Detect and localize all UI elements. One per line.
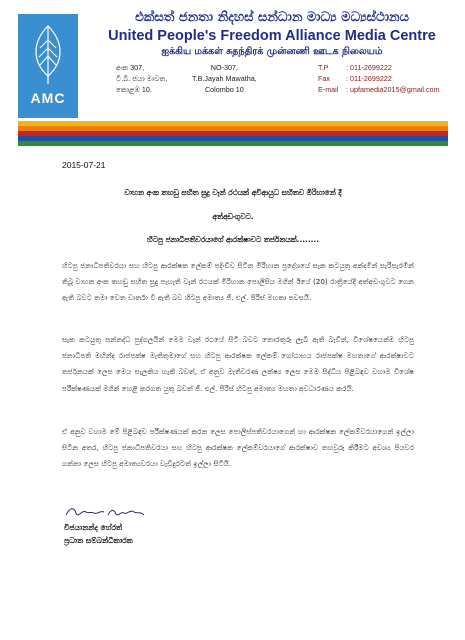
address-line: අංක 307,: [116, 63, 145, 72]
handwritten-signature: [64, 503, 154, 523]
address-line: කොළඹ 10.: [116, 85, 152, 94]
paragraph-1: හිටපු ජනාධිපතිවරයා සහ හිටපු ආරක්ෂක ලේකම් පදිංචිව සිටින මිරිහාන ප්‍රදේශයේ සැක කටයුතු අන්දමින් සැරිසැරමින් තිබූ වාහන අංක තහඩු සහිත සුදු පැහැති වෑන් රථයක් මිරිහාන පොලිසිය මගින් ඊයේ (20) රාත්‍රියේදී අත්අඩංගුවට ගෙන ඇති බවට තමා වෙත වාර්තා වී ඇති බව හිටපු අමාත්‍ය ජී. එල්. පීරිස් මහතා පවසයි.: [62, 261, 414, 303]
fax-value: : 011-2699222: [346, 74, 392, 83]
address-line: ටී.බී. ජයා මාවත,: [116, 74, 168, 83]
org-name-sinhala: එක්සත් ජනතා නිදහස් සන්ධාන මාධ්‍ය මධ්‍යස්ථානය: [135, 10, 409, 25]
address-english: [192, 62, 257, 95]
address-line: Colombo 10: [204, 85, 244, 94]
address-sinhala: [116, 62, 167, 95]
paragraph-3: ඒ අනුව වහාම මේ පිළිබඳව පරීක්ෂණයක් කරන ලෙස පොලිස්පතිවරයාගෙන් හා ආරක්ෂක ලේකම්වරයාගෙන් ඉල්ලා සිටින අතර, හිටපු ජනාධිපතිවරයා සහ හිටපු ආරක්ෂක ලේකම්වරයාගේ ආරක්ෂාව තහවුරු කිරීමට අවශ්‍ය පියවර ගන්නා ලෙස හිටපු අමාත්‍යවරයා වැඩිදුරටත් ඉල්ලා සිටියි.: [62, 427, 414, 469]
color-bars: [18, 121, 448, 146]
letter-title-line2: අත්අඩංගුවට.: [212, 212, 254, 221]
logo-text: AMC: [30, 90, 66, 106]
color-bar: [18, 141, 448, 146]
contact-block: [318, 62, 440, 95]
paragraph-2: සැක කටයුතු සන්නද්ධ පුද්ගලයින් මෙම වෑන් රථයේ සිටි බවට තොරතුරු ලැබී ඇති බැවින්, විශේෂයෙන්ම හිටපු ජනාධිපති මහින්ද රාජපක්ෂ මැතිතුමාගේ සහ හිටපු ආරක්ෂක ලේකම් ගෝඨාභය රාජපක්ෂ මහතාගේ ආරක්ෂාවට තර්ජනයක් ලෙස මෙය සැලකිය හැකි බවත්, ඒ අනුව මැතිවරණ ලක්ෂ්‍ය ලෙස මෙම සිද්ධිය පිළිබඳව වහාම විශේෂ පරීක්ෂණයක් මගින් හෙළි කරගත යුතු බවත් ජී. එල්. පීරිස් හිටපු අමාත්‍ය මහතා අවධාරණය කරයි.: [62, 335, 414, 393]
letter-title-line1: වාහන අංක තහඩු සහිත සුදු වෑන් රථයක් අවිආයුධ සහිතව මිරිහානේ දී: [124, 188, 342, 197]
address-line: T.B.Jayah Mawatha,: [192, 74, 257, 83]
signatory-title: ප්‍රධාන සම්බන්ධීකාරක: [64, 536, 133, 545]
letter-date: 2015-07-21: [62, 160, 106, 170]
amc-logo: [18, 14, 78, 118]
org-name-english: United People's Freedom Alliance Media Centre: [108, 28, 436, 44]
email-label: E-mail: [318, 85, 339, 94]
tp-label: T.P: [318, 63, 329, 72]
tp-value: : 011-2699222: [346, 63, 392, 72]
letter-title-line3: හිටපු ජනාධිපතිවරයාගේ ආරක්ෂාවට තර්ජනයක්........: [146, 235, 320, 244]
signatory-name: විජයානන්ද හේරත්: [64, 523, 123, 532]
org-name-tamil: ஐக்கிய மக்கள் சுதந்திரக் முன்னணி ஊடக நிலையம்: [161, 46, 383, 57]
email-value: : upfamedia2015@gmail.com: [346, 85, 440, 94]
fax-label: Fax: [318, 74, 330, 83]
address-line: NO-307,: [210, 63, 238, 72]
